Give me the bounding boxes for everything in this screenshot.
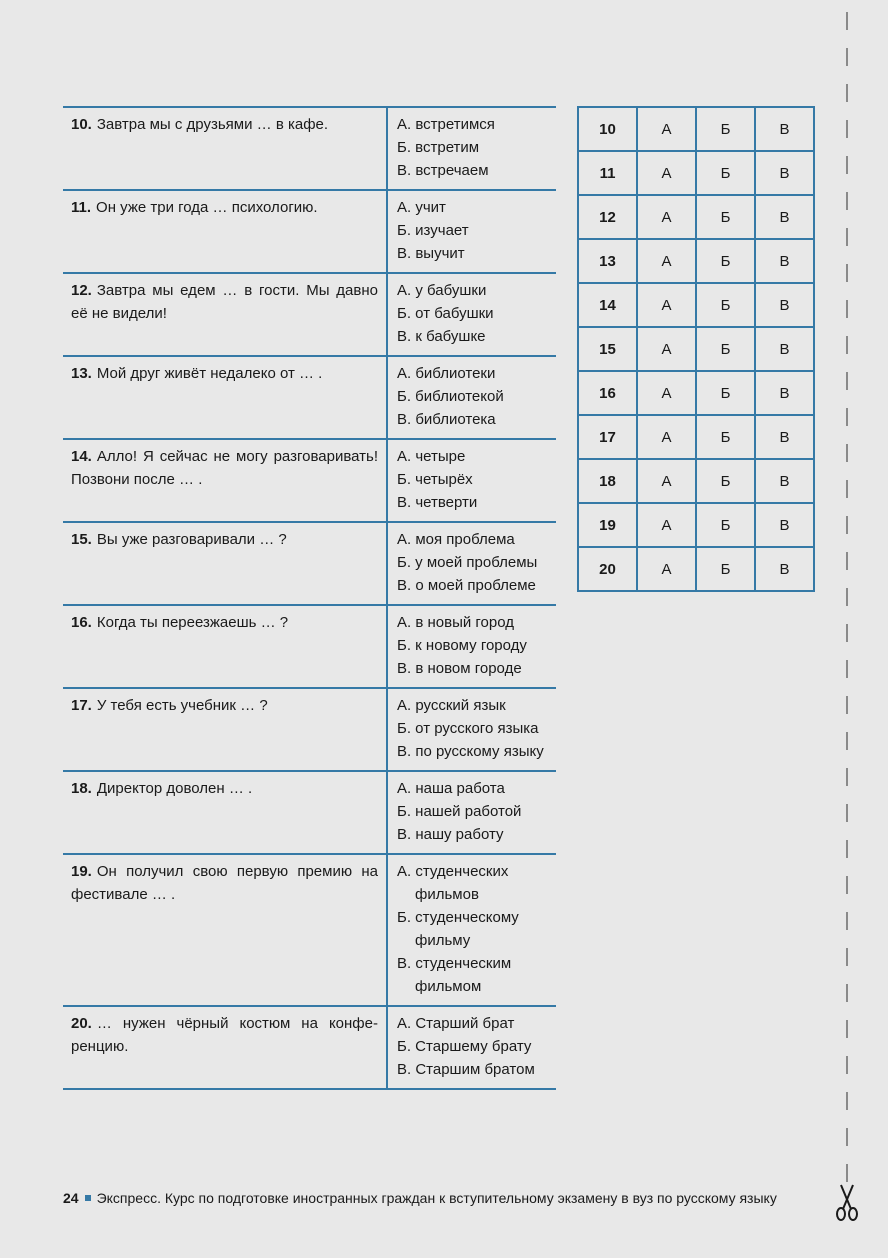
question-row: [63, 1006, 556, 1089]
answer-choice-cell[interactable]: А: [637, 371, 696, 415]
answer-grid-row: [578, 283, 814, 327]
question-options-cell: [387, 107, 556, 190]
question-row: [63, 522, 556, 605]
question-text-cell: [63, 439, 387, 522]
answer-option: Б. четырёх: [397, 471, 473, 488]
question-number: 10.: [71, 116, 92, 133]
question-options-cell: [387, 688, 556, 771]
answer-grid-number: 18: [578, 459, 637, 503]
page-number: 24: [63, 1190, 79, 1206]
question-options-cell: [387, 1006, 556, 1089]
answer-grid-number: 10: [578, 107, 637, 151]
question-text: Алло! Я сейчас не могу разговаривать! Позвони после … .: [71, 448, 378, 488]
question-row: [63, 688, 556, 771]
answer-choice-cell[interactable]: Б: [696, 283, 755, 327]
answer-grid-row: [578, 503, 814, 547]
question-text-cell: [63, 522, 387, 605]
answer-option: А. студенческих фильмов: [397, 863, 509, 903]
question-row: [63, 190, 556, 273]
questions-table: [63, 106, 556, 1090]
answer-option: А. Старший брат: [397, 1015, 515, 1032]
answer-option: Б. к новому городу: [397, 637, 527, 654]
answer-option: Б. нашей работой: [397, 803, 522, 820]
answer-choice-cell[interactable]: В: [755, 239, 814, 283]
answer-option: В. по русскому языку: [397, 743, 544, 760]
answer-choice-cell[interactable]: Б: [696, 415, 755, 459]
answer-option: А. встретимся: [397, 116, 495, 133]
answer-choice-cell[interactable]: Б: [696, 547, 755, 591]
answer-grid-number: 15: [578, 327, 637, 371]
answer-grid-row: [578, 195, 814, 239]
question-options-cell: [387, 190, 556, 273]
page-footer: [63, 1190, 777, 1206]
answer-grid-row: [578, 327, 814, 371]
question-number: 15.: [71, 531, 92, 548]
question-number: 11.: [71, 199, 92, 216]
answer-option: Б. у моей проблемы: [397, 554, 538, 571]
answer-option: В. четверти: [397, 494, 478, 511]
answer-choice-cell[interactable]: Б: [696, 107, 755, 151]
question-text: … нужен чёрный костюм на конференцию.: [71, 1015, 378, 1055]
answer-option: Б. библиотекой: [397, 388, 504, 405]
answer-choice-cell[interactable]: В: [755, 503, 814, 547]
question-text: Завтра мы с друзьями … в кафе.: [96, 116, 329, 133]
answer-grid-number: 13: [578, 239, 637, 283]
answer-option: А. четыре: [397, 448, 466, 465]
question-text-cell: [63, 771, 387, 854]
cut-line: [846, 12, 848, 1187]
question-options-cell: [387, 439, 556, 522]
answer-option: Б. изучает: [397, 222, 469, 239]
answer-choice-cell[interactable]: В: [755, 151, 814, 195]
answer-choice-cell[interactable]: В: [755, 195, 814, 239]
answer-choice-cell[interactable]: А: [637, 239, 696, 283]
question-options-cell: [387, 605, 556, 688]
answer-choice-cell[interactable]: Б: [696, 459, 755, 503]
question-number: 14.: [71, 448, 92, 465]
answer-grid-row: [578, 371, 814, 415]
question-options-cell: [387, 522, 556, 605]
answer-grid-number: 16: [578, 371, 637, 415]
answer-option: В. в новом городе: [397, 660, 522, 677]
answer-option: Б. Старшему брату: [397, 1038, 532, 1055]
question-text-cell: [63, 356, 387, 439]
answer-choice-cell[interactable]: А: [637, 547, 696, 591]
answer-choice-cell[interactable]: А: [637, 283, 696, 327]
question-row: [63, 771, 556, 854]
answer-choice-cell[interactable]: В: [755, 283, 814, 327]
answer-option: А. наша работа: [397, 780, 505, 797]
answer-choice-cell[interactable]: А: [637, 459, 696, 503]
answer-option: А. библиотеки: [397, 365, 496, 382]
answer-choice-cell[interactable]: Б: [696, 151, 755, 195]
answer-option: Б. студенческому фильму: [397, 909, 519, 949]
answer-choice-cell[interactable]: Б: [696, 327, 755, 371]
question-number: 12.: [71, 282, 92, 299]
question-text: Вы уже разговаривали … ?: [96, 531, 287, 548]
question-text-cell: [63, 688, 387, 771]
answer-grid-row: [578, 151, 814, 195]
question-options-cell: [387, 356, 556, 439]
answer-grid-row: [578, 415, 814, 459]
question-row: [63, 854, 556, 1006]
question-text-cell: [63, 190, 387, 273]
answer-grid-number: 14: [578, 283, 637, 327]
answer-choice-cell[interactable]: А: [637, 327, 696, 371]
answer-grid: [577, 106, 815, 592]
answer-option: Б. встретим: [397, 139, 480, 156]
answer-choice-cell[interactable]: Б: [696, 195, 755, 239]
answer-option: В. о моей проблеме: [397, 577, 536, 594]
answer-choice-cell[interactable]: В: [755, 459, 814, 503]
question-row: [63, 356, 556, 439]
question-row: [63, 439, 556, 522]
answer-choice-cell[interactable]: В: [755, 371, 814, 415]
answer-choice-cell[interactable]: А: [637, 503, 696, 547]
question-number: 13.: [71, 365, 92, 382]
question-text-cell: [63, 107, 387, 190]
question-text: Мой друг живёт недалеко от … .: [96, 365, 323, 382]
question-text-cell: [63, 1006, 387, 1089]
question-number: 16.: [71, 614, 92, 631]
answer-grid-number: 11: [578, 151, 637, 195]
answer-grid-row: [578, 547, 814, 591]
answer-option: А. в новый город: [397, 614, 514, 631]
answer-option: Б. от русского языка: [397, 720, 539, 737]
question-text: Он получил свою первую премию на фестивале … .: [71, 863, 378, 903]
answer-option: А. моя проблема: [397, 531, 515, 548]
question-row: [63, 273, 556, 356]
answer-grid-number: 19: [578, 503, 637, 547]
question-row: [63, 107, 556, 190]
bullet-square-icon: [85, 1195, 91, 1201]
answer-option: В. студенческим фильмом: [397, 955, 512, 995]
question-number: 19.: [71, 863, 92, 880]
question-text-cell: [63, 273, 387, 356]
answer-choice-cell[interactable]: А: [637, 415, 696, 459]
question-text-cell: [63, 854, 387, 1006]
answer-choice-cell[interactable]: Б: [696, 239, 755, 283]
answer-option: В. выучит: [397, 245, 465, 262]
question-text: Завтра мы едем … в гости. Мы давно её не видели!: [71, 282, 378, 322]
answer-choice-cell[interactable]: В: [755, 547, 814, 591]
question-number: 18.: [71, 780, 92, 797]
answer-choice-cell[interactable]: В: [755, 415, 814, 459]
answer-choice-cell[interactable]: Б: [696, 503, 755, 547]
answer-grid-row: [578, 239, 814, 283]
answer-grid-row: [578, 107, 814, 151]
answer-grid-number: 20: [578, 547, 637, 591]
answer-option: Б. от бабушки: [397, 305, 494, 322]
answer-choice-cell[interactable]: А: [637, 195, 696, 239]
question-text-cell: [63, 605, 387, 688]
question-number: 20.: [71, 1015, 92, 1032]
answer-option: А. у бабушки: [397, 282, 487, 299]
question-text: У тебя есть учебник … ?: [96, 697, 268, 714]
question-text: Директор доволен … .: [96, 780, 253, 797]
answer-option: В. нашу работу: [397, 826, 504, 843]
answer-choice-cell[interactable]: Б: [696, 371, 755, 415]
scissors-icon: [834, 1183, 860, 1223]
question-row: [63, 605, 556, 688]
answer-option: В. встречаем: [397, 162, 489, 179]
answer-choice-cell[interactable]: В: [755, 107, 814, 151]
answer-option: А. русский язык: [397, 697, 506, 714]
answer-choice-cell[interactable]: А: [637, 107, 696, 151]
answer-option: В. к бабушке: [397, 328, 486, 345]
question-number: 17.: [71, 697, 92, 714]
question-text: Он уже три года … психологию.: [96, 199, 318, 216]
answer-grid-row: [578, 459, 814, 503]
question-options-cell: [387, 273, 556, 356]
question-options-cell: [387, 771, 556, 854]
answer-choice-cell[interactable]: В: [755, 327, 814, 371]
answer-option: В. библиотека: [397, 411, 496, 428]
question-text: Когда ты переезжаешь … ?: [96, 614, 289, 631]
answer-grid-number: 12: [578, 195, 637, 239]
question-options-cell: [387, 854, 556, 1006]
answer-option: А. учит: [397, 199, 446, 216]
answer-choice-cell[interactable]: А: [637, 151, 696, 195]
footer-text: Экспресс. Курс по подготовке иностранных граждан к вступительному экзамену в вуз по русскому языку: [96, 1190, 777, 1206]
answer-option: В. Старшим братом: [397, 1061, 535, 1078]
answer-grid-number: 17: [578, 415, 637, 459]
